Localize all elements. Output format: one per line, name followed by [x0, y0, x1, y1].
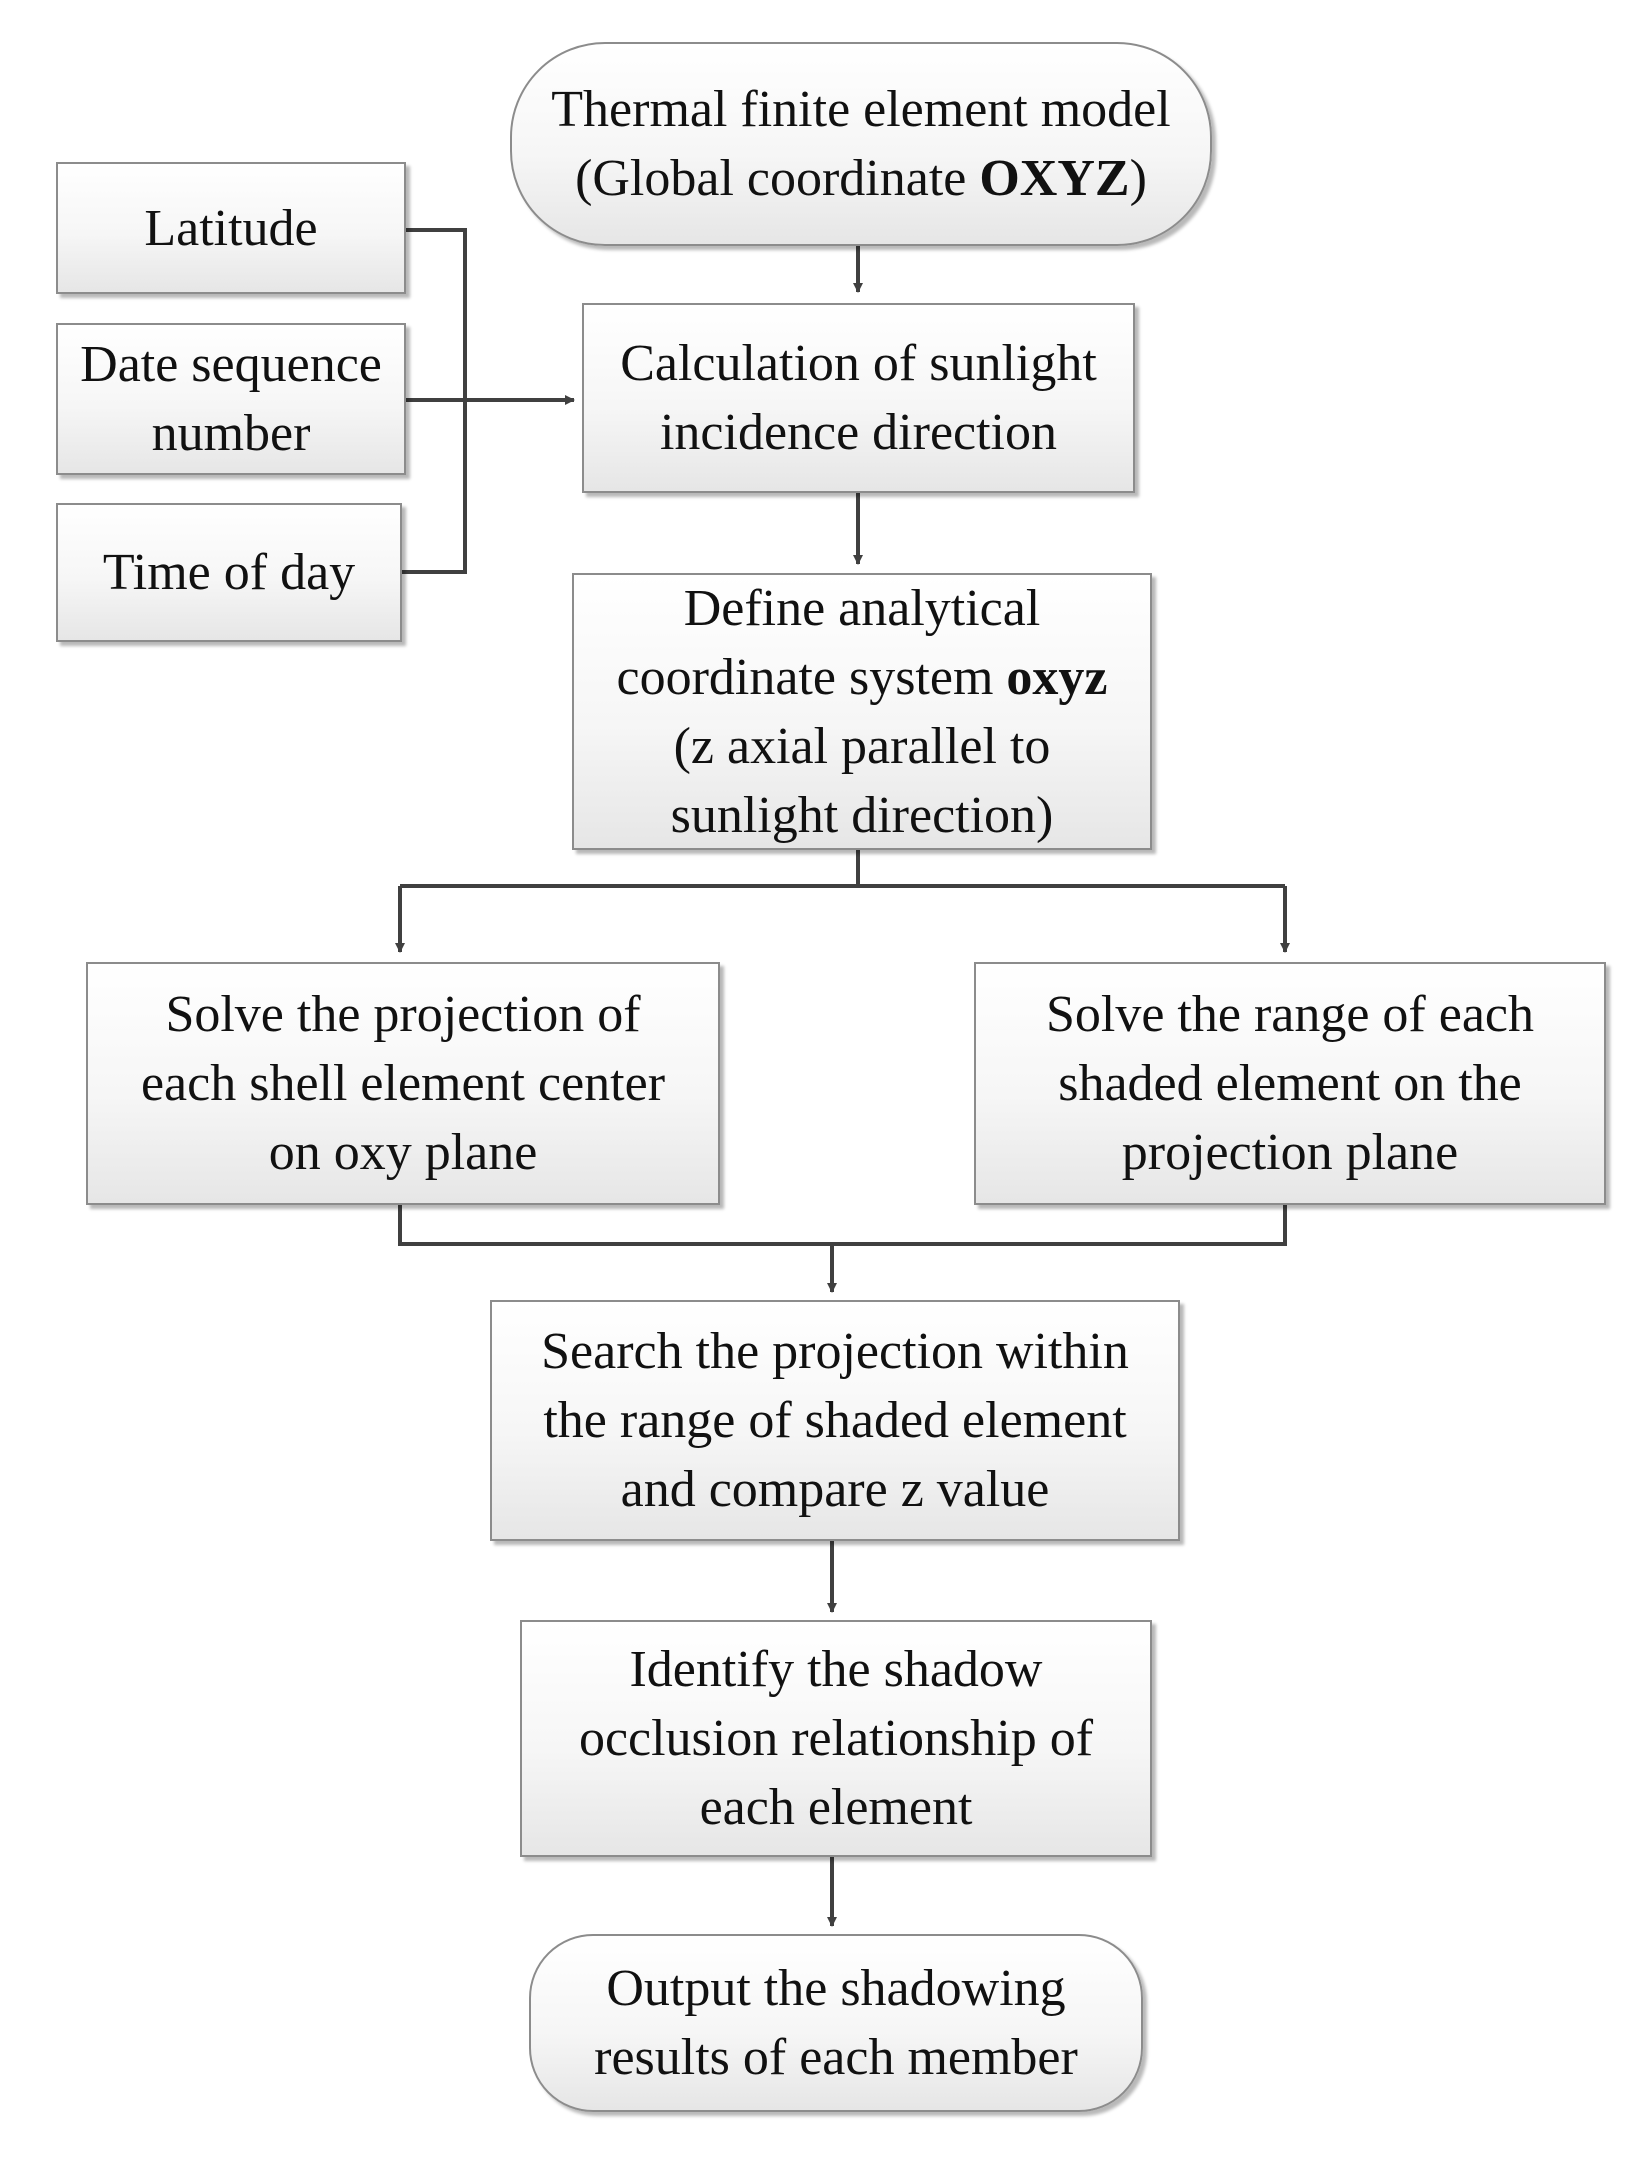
- label-text: projection plane: [1121, 1124, 1459, 1181]
- node-label-line: [620, 398, 1097, 467]
- label-text: results of each member: [594, 2029, 1078, 2086]
- label-bold-term: OXYZ: [979, 150, 1130, 207]
- sunlight-calculation-node: [582, 303, 1135, 493]
- label-text: the range of shaded element: [543, 1392, 1127, 1449]
- label-text: coordinate system: [616, 648, 1007, 706]
- node-label: [620, 329, 1097, 467]
- label-text: Time of day: [102, 544, 356, 601]
- identify-shadow-node: [520, 1620, 1152, 1857]
- label-text: Solve the range of each: [1045, 986, 1534, 1043]
- node-label-line: [617, 643, 1108, 712]
- node-label-line: [551, 75, 1170, 144]
- node-label-line: [80, 399, 382, 468]
- node-label-line: [594, 2023, 1078, 2092]
- label-text: sunlight direction): [670, 786, 1054, 844]
- solve-range-node: [974, 962, 1606, 1205]
- node-label-line: [617, 781, 1108, 850]
- output-results-node: [529, 1934, 1143, 2112]
- label-text: Identify the shadow: [629, 1641, 1043, 1698]
- node-label: [103, 538, 355, 607]
- label-text: Calculation of sunlight: [620, 335, 1097, 392]
- label-text-suffix: ): [1129, 150, 1147, 207]
- thermal-model-node: [510, 42, 1212, 246]
- node-label-line: [541, 1317, 1129, 1386]
- node-label-line: [620, 329, 1097, 398]
- label-text: Search the projection within: [541, 1323, 1129, 1380]
- label-bold-term: oxyz: [1006, 648, 1108, 706]
- label-text: incidence direction: [659, 404, 1058, 461]
- node-label-line: [617, 712, 1108, 781]
- node-label-line: [617, 574, 1108, 643]
- node-label-line: [1046, 1118, 1534, 1187]
- search-projection-node: [490, 1300, 1180, 1541]
- node-label: [617, 574, 1108, 850]
- date-sequence-input-node: [56, 323, 406, 475]
- label-text: each element: [699, 1779, 973, 1836]
- label-text: occlusion relationship of: [578, 1710, 1094, 1767]
- node-label-line: [594, 1954, 1078, 2023]
- node-label: [144, 194, 317, 263]
- node-label-line: [141, 1049, 665, 1118]
- label-text: (Global coordinate: [575, 150, 980, 207]
- label-text: and compare z value: [620, 1461, 1050, 1518]
- node-label-line: [1046, 980, 1534, 1049]
- node-label-line: [579, 1704, 1093, 1773]
- node-label-line: [551, 144, 1170, 213]
- label-text: Thermal finite element model: [551, 81, 1171, 138]
- label-text: Output the shadowing: [606, 1960, 1066, 2017]
- label-text: each shell element center: [140, 1055, 666, 1112]
- define-coordinate-node: [572, 573, 1152, 850]
- label-text: on oxy plane: [268, 1124, 538, 1181]
- label-text: Define analytical: [683, 579, 1041, 637]
- node-label-line: [579, 1635, 1093, 1704]
- node-label-line: [80, 330, 382, 399]
- label-text: (z axial parallel to: [673, 717, 1051, 775]
- node-label: [80, 330, 382, 468]
- connector-merge: [400, 1205, 1285, 1244]
- node-label: [141, 980, 665, 1187]
- label-text: Date sequence: [80, 336, 382, 393]
- label-text: Solve the projection of: [165, 986, 641, 1043]
- node-label-line: [579, 1773, 1093, 1842]
- node-label-line: [1046, 1049, 1534, 1118]
- node-label-line: [141, 980, 665, 1049]
- node-label: [579, 1635, 1093, 1842]
- node-label-line: [541, 1455, 1129, 1524]
- node-label: [1046, 980, 1534, 1187]
- node-label: [594, 1954, 1078, 2092]
- node-label-line: [541, 1386, 1129, 1455]
- label-text: shaded element on the: [1058, 1055, 1522, 1112]
- solve-projection-node: [86, 962, 720, 1205]
- node-label-line: [141, 1118, 665, 1187]
- node-label: [551, 75, 1170, 213]
- label-text: number: [151, 405, 311, 462]
- label-text: Latitude: [144, 199, 318, 257]
- time-of-day-input-node: [56, 503, 402, 642]
- node-label-line: [103, 538, 355, 607]
- connector-define-split: [400, 850, 1285, 886]
- latitude-input-node: [56, 162, 406, 294]
- node-label: [541, 1317, 1129, 1524]
- node-label-line: [144, 194, 317, 263]
